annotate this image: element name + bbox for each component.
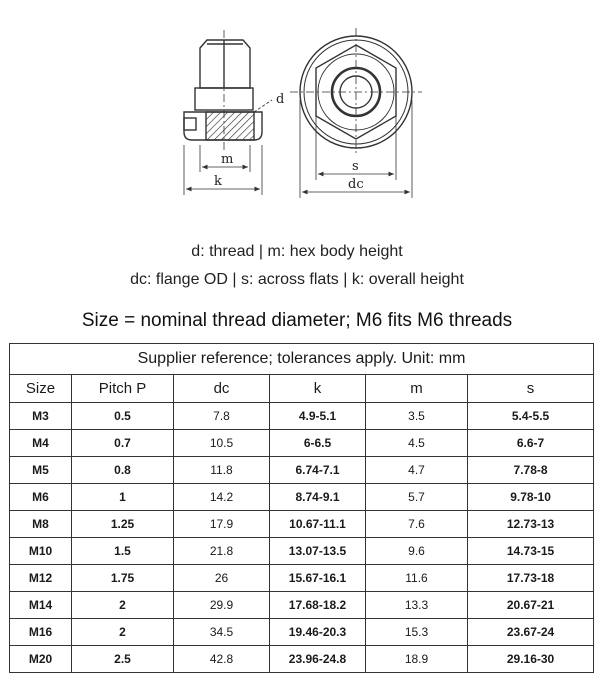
- table-row: [10, 430, 594, 457]
- page-headline: Size = nominal thread diameter; M6 fits M6 threads: [81, 310, 513, 331]
- table-row: [10, 403, 594, 430]
- table-row: [10, 565, 594, 592]
- table-cell: 9.78-10: [468, 484, 594, 511]
- table-cell: 17.73-18: [468, 565, 594, 592]
- table-cell: M10: [10, 538, 72, 565]
- table-cell: 17.68-18.2: [270, 592, 366, 619]
- table-cell: 2: [72, 592, 174, 619]
- table-cell: 13.3: [366, 592, 468, 619]
- table-cell: 0.7: [72, 430, 174, 457]
- technical-drawing: [0, 0, 594, 235]
- column-header: s: [468, 375, 594, 403]
- caption-line-2: dc: flange OD | s: across flats | k: overall height: [130, 271, 464, 288]
- label-m: m: [221, 152, 234, 167]
- table-cell: 26: [174, 565, 270, 592]
- table-cell: 2.5: [72, 646, 174, 673]
- table-cell: 4.5: [366, 430, 468, 457]
- table-cell: 0.5: [72, 403, 174, 430]
- table-cell: 4.7: [366, 457, 468, 484]
- section-hatch: [206, 112, 254, 140]
- table-title: Supplier reference; tolerances apply. Unit: mm: [10, 344, 594, 375]
- table-cell: 12.73-13: [468, 511, 594, 538]
- spec-table: [9, 343, 594, 673]
- column-header: Pitch P: [72, 375, 174, 403]
- table-cell: 9.6: [366, 538, 468, 565]
- table-cell: 2: [72, 619, 174, 646]
- table-cell: M8: [10, 511, 72, 538]
- table-cell: M20: [10, 646, 72, 673]
- hex-body: [200, 40, 250, 88]
- table-cell: 7.8: [174, 403, 270, 430]
- column-header: Size: [10, 375, 72, 403]
- table-cell: M4: [10, 430, 72, 457]
- table-row: [10, 646, 594, 673]
- column-header: dc: [174, 375, 270, 403]
- table-row: [10, 538, 594, 565]
- table-cell: 5.7: [366, 484, 468, 511]
- label-k: k: [214, 174, 222, 189]
- table-cell: 19.46-20.3: [270, 619, 366, 646]
- table-cell: M14: [10, 592, 72, 619]
- table-cell: 6.6-7: [468, 430, 594, 457]
- caption-line-1: d: thread | m: hex body height: [191, 243, 403, 260]
- table-cell: 7.78-8: [468, 457, 594, 484]
- table-cell: 23.96-24.8: [270, 646, 366, 673]
- table-cell: 7.6: [366, 511, 468, 538]
- table-cell: 1.75: [72, 565, 174, 592]
- table-cell: 4.9-5.1: [270, 403, 366, 430]
- table-cell: M12: [10, 565, 72, 592]
- table-header-row: [10, 375, 594, 403]
- table-cell: 23.67-24: [468, 619, 594, 646]
- table-cell: 1: [72, 484, 174, 511]
- table-cell: 13.07-13.5: [270, 538, 366, 565]
- table-row: [10, 457, 594, 484]
- table-cell: 6-6.5: [270, 430, 366, 457]
- side-view: [184, 30, 272, 195]
- table-cell: 17.9: [174, 511, 270, 538]
- table-cell: 6.74-7.1: [270, 457, 366, 484]
- table-cell: 14.2: [174, 484, 270, 511]
- table-row: [10, 619, 594, 646]
- table-cell: 0.8: [72, 457, 174, 484]
- table-cell: 29.9: [174, 592, 270, 619]
- table-cell: M6: [10, 484, 72, 511]
- table-cell: 14.73-15: [468, 538, 594, 565]
- table-cell: 15.67-16.1: [270, 565, 366, 592]
- table-cell: 29.16-30: [468, 646, 594, 673]
- table-row: [10, 511, 594, 538]
- table-cell: 42.8: [174, 646, 270, 673]
- table-cell: 11.8: [174, 457, 270, 484]
- table-cell: 20.67-21: [468, 592, 594, 619]
- table-cell: 34.5: [174, 619, 270, 646]
- label-d: d: [276, 92, 285, 107]
- table-cell: M3: [10, 403, 72, 430]
- label-dc: dc: [348, 177, 364, 192]
- table-cell: 11.6: [366, 565, 468, 592]
- table-cell: 21.8: [174, 538, 270, 565]
- table-cell: M16: [10, 619, 72, 646]
- table-cell: M5: [10, 457, 72, 484]
- table-row: [10, 484, 594, 511]
- table-cell: 1.25: [72, 511, 174, 538]
- column-header: m: [366, 375, 468, 403]
- table-cell: 8.74-9.1: [270, 484, 366, 511]
- column-header: k: [270, 375, 366, 403]
- label-s: s: [352, 159, 359, 174]
- table-cell: 1.5: [72, 538, 174, 565]
- table-row: [10, 592, 594, 619]
- table-cell: 3.5: [366, 403, 468, 430]
- table-cell: 15.3: [366, 619, 468, 646]
- table-cell: 5.4-5.5: [468, 403, 594, 430]
- table-cell: 10.5: [174, 430, 270, 457]
- table-cell: 10.67-11.1: [270, 511, 366, 538]
- table-cell: 18.9: [366, 646, 468, 673]
